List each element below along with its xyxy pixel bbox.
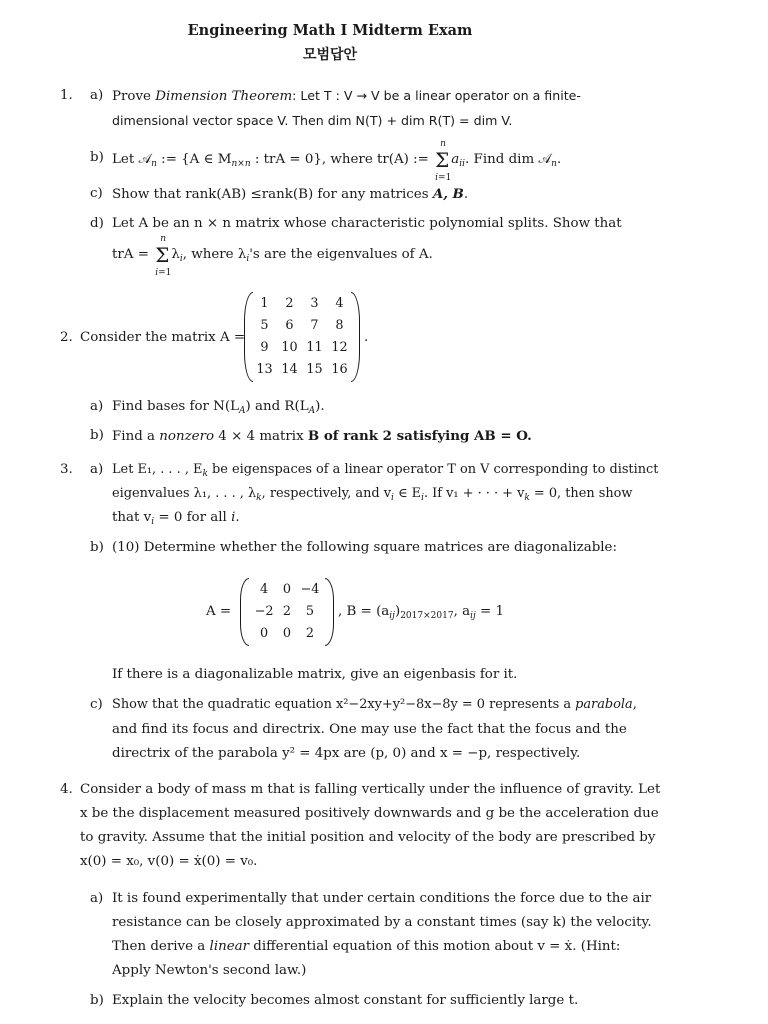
q4-a-line4: Apply Newton's second law.) xyxy=(112,963,307,978)
sum-symbol: Σ n i=1 xyxy=(155,234,172,278)
q3-a-line1: Let E₁, . . . , $E_k$ be eigenspaces of a linear operator T on V corresponding to distinct xyxy=(112,462,659,479)
matrix-a-4x4-cell: 12 xyxy=(331,339,348,355)
matrix-a-4x4-cell: 4 xyxy=(335,295,344,311)
q4-a-line1: It is found experimentally that under certain conditions the force due to the air xyxy=(112,891,652,906)
q3-b-line: (10) Determine whether the following square matrices are diagonalizable: xyxy=(112,540,617,555)
matrix-a-4x4-row xyxy=(252,336,352,358)
q3-c-label: c) xyxy=(90,697,103,712)
q3-c-line2: and find its focus and directrix. One may use the fact that the focus and the xyxy=(112,722,627,737)
matrix-a-3x3-cell: 0 xyxy=(282,581,292,597)
exam-subtitle: 모범답안 xyxy=(302,47,358,63)
q4-line2: x be the displacement measured positively downwards and g be the acceleration due xyxy=(80,806,659,821)
q3-matrix-b: , $B = (a_{ij})_{2017\times 2017}$, $a_{ij} = 1$ xyxy=(338,604,504,621)
q1-c-label: c) xyxy=(90,186,103,201)
exam-title: Engineering Math I Midterm Exam xyxy=(187,22,473,39)
matrix-a-3x3-cell: 5 xyxy=(305,603,315,619)
sum-symbol: Σ n i=1 xyxy=(435,139,452,183)
q4-line4: x(0) = x₀, v(0) = ẋ(0) = v₀. xyxy=(80,854,258,869)
q2-b-line: Find a nonzero 4 × 4 matrix B of rank 2 satisfying AB = O. xyxy=(112,428,532,444)
matrix-a-4x4-row xyxy=(252,292,352,314)
matrix-a-4x4-cell: 7 xyxy=(310,317,319,333)
q2-intro: Consider the matrix A = xyxy=(80,330,246,345)
matrix-a-4x4-cell: 14 xyxy=(281,361,298,377)
q4-a-label: a) xyxy=(90,891,104,906)
q3-a-line3: that $v_i = 0$ for all i. xyxy=(112,510,240,527)
q4-a-line2: resistance can be closely approximated by a constant times (say k) the velocity. xyxy=(112,915,652,930)
matrix-a-4x4-cell: 6 xyxy=(285,317,294,333)
matrix-a-4x4-cell: 1 xyxy=(260,295,269,311)
q1-d-line2: trA = Σ n i=1 $\lambda_i$, where $\lambda_i's$ are the eigenvalues of A. xyxy=(112,234,433,278)
matrix-a-3x3-cell: 2 xyxy=(305,625,315,641)
q1-c-line: Show that rank(AB) ≤rank(B) for any matrices A, B. xyxy=(112,186,469,202)
q1-number: 1. xyxy=(60,88,73,103)
exam-page: Engineering Math I Midterm Exam 모범답안 1. a) Prove Dimension Theorem: Let T : V → V be a linear operator on a finite- dimensional vector space V. Then dim N(T) + dim R(T) = dim V. b) Let 𝒜$_n$ := {A ∈ $M_{n\times n}$ : trA = 0}, where tr(A) := Σ n i=1 $a_{ii}$. Find dim 𝒜$_n$. c) Show that rank(AB) ≤rank(B) for any matrices A, B. d) Let A be an n × n matrix whose characteristic polynomial splits. Show that trA = Σ n i=1 $\lambda_i$, where $\lambda_i's$ are the eigenvalues of A. 2. Consider the matrix A = 1 2 3 4 5 6 7 8 9 10 11 12 13 14 15 16 . a) Find bases for $N(L_A)$ and $R(L_A)$. b) Find a nonzero 4 × 4 matrix B of rank 2 satisfying AB = O. 3. a) Let E₁, . . . , $E_k$ be eigenspaces of a linear operator T on V corresponding to distinct eigenvalues λ₁, . . . , $\lambda_k$, respectively, and $v_i$ ∈ $E_i$. If v₁ + · · · + $v_k = 0$, then show that $v_i = 0$ for all i. b) (10) Determine whether the following square matrices are diagonalizable: A = 4 0 −4 −2 2 5 0 0 2 , $B = (a_{ij})_{2017\times 2017}$, $a_{ij} = 1$ If there is a diagonalizable matrix, give an eigenbasis for it. c) Show that the quadratic equation x²−2xy+y²−8x−8y = 0 represents a parabola, and find its focus and directrix. One may use the fact that the focus and the directrix of the parabola y² = 4px are (p, 0) and x = −p, respectively. 4. Consider a body of mass m that is falling vertically under the influence of gravity. Let x be the displacement measured positively downwards and g be the acceleration due to gravity. Assume that the initial position and velocity of the body are prescribed by x(0) = x₀, v(0) = ẋ(0) = v₀. a) It is found experimentally that under certain conditions the force due to the air resistance can be closely approximated by a constant times (say k) the velocity. Then derive a linear differential equation of this motion about v = ẋ. (Hint: Apply Newton's second law.) b) Explain the velocity becomes almost constant for sufficiently large t. xyxy=(0,0,768,1024)
q4-number: 4. xyxy=(60,782,73,797)
q3-b-followup: If there is a diagonalizable matrix, give an eigenbasis for it. xyxy=(112,667,518,682)
q1-d-label: d) xyxy=(90,216,104,231)
matrix-a-3x3-cell: 0 xyxy=(259,625,269,641)
q3-matrix-lhs: A = xyxy=(206,604,232,619)
matrix-a-4x4-cell: 2 xyxy=(285,295,294,311)
matrix-a-4x4-row xyxy=(252,358,352,380)
q4-line3: to gravity. Assume that the initial position and velocity of the body are prescribed by xyxy=(80,830,656,845)
dimension-theorem: Dimension Theorem xyxy=(155,89,293,104)
matrix-a-3x3-cell: 4 xyxy=(259,581,269,597)
matrix-a-3x3-row xyxy=(248,578,326,600)
matrix-a-4x4-cell: 15 xyxy=(306,361,323,377)
matrix-a-4x4-cell: 9 xyxy=(260,339,269,355)
matrix-a-4x4-cell: 16 xyxy=(331,361,348,377)
q4-b-line: Explain the velocity becomes almost constant for sufficiently large t. xyxy=(112,993,579,1008)
matrix-a-3x3-cell: −4 xyxy=(300,581,320,597)
matrix-a-3x3-cell: 2 xyxy=(282,603,292,619)
matrix-a-4x4-cell: 8 xyxy=(335,317,344,333)
q2-a-label: a) xyxy=(90,399,104,414)
q3-number: 3. xyxy=(60,462,73,477)
q3-a-label: a) xyxy=(90,462,104,477)
q3-b-label: b) xyxy=(90,540,104,555)
q3-a-line2: eigenvalues λ₁, . . . , $\lambda_k$, respectively, and $v_i$ ∈ $E_i$. If v₁ + · · · + $v_k = 0$, then show xyxy=(112,486,633,503)
matrix-a-3x3 xyxy=(240,578,334,646)
matrix-a-4x4-cell: 13 xyxy=(256,361,273,377)
q1-d-line1: Let A be an n × n matrix whose characteristic polynomial splits. Show that xyxy=(112,216,622,231)
matrix-a-4x4-cell: 5 xyxy=(260,317,269,333)
matrix-a-4x4 xyxy=(244,292,360,382)
matrix-a-3x3-cell: 0 xyxy=(282,625,292,641)
q3-c-line1: Show that the quadratic equation x²−2xy+y²−8x−8y = 0 represents a parabola, xyxy=(112,697,637,712)
matrix-a-4x4-cell: 11 xyxy=(306,339,323,355)
q2-number: 2. xyxy=(60,330,73,345)
matrix-a-3x3-row xyxy=(248,600,326,622)
q1-b-line: Let 𝒜$_n$ := {A ∈ $M_{n\times n}$ : trA = 0}, where tr(A) := Σ n i=1 $a_{ii}$. Find dim 𝒜$_n$. xyxy=(112,139,562,183)
matrix-a-4x4-cell: 10 xyxy=(281,339,298,355)
q2-a-line: Find bases for $N(L_A)$ and $R(L_A)$. xyxy=(112,399,325,416)
matrix-a-4x4-cell: 3 xyxy=(310,295,319,311)
q1-a-label: a) xyxy=(90,88,104,103)
q4-line1: Consider a body of mass m that is falling vertically under the influence of gravity. Let xyxy=(80,782,661,797)
q1-a-line2: dimensional vector space V. Then dim N(T) + dim R(T) = dim V. xyxy=(112,113,513,128)
q4-a-line3: Then derive a linear differential equation of this motion about v = ẋ. (Hint: xyxy=(112,939,621,954)
q1-a-line1: Prove Dimension Theorem: Let T : V → V be a linear operator on a finite- xyxy=(112,88,581,104)
matrix-a-3x3-row xyxy=(248,622,326,644)
q1-b-label: b) xyxy=(90,150,104,165)
matrix-a-3x3-cell: −2 xyxy=(254,603,274,619)
matrix-a-4x4-row xyxy=(252,314,352,336)
q3-c-line3: directrix of the parabola y² = 4px are (p, 0) and x = −p, respectively. xyxy=(112,746,581,761)
q2-b-label: b) xyxy=(90,428,104,443)
q4-b-label: b) xyxy=(90,993,104,1008)
